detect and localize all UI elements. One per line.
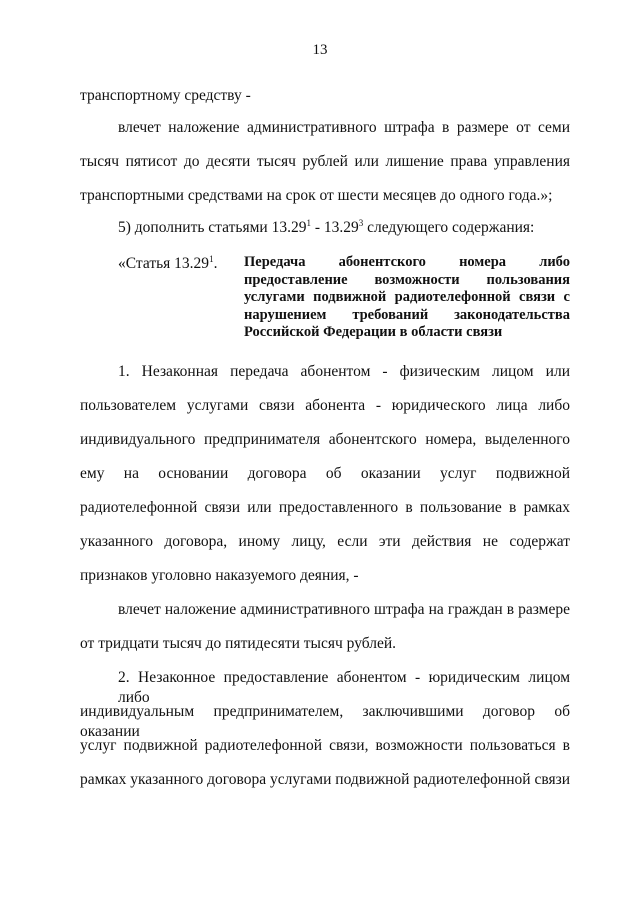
text-line: влечет наложение административного штрафа на граждан в размере <box>118 601 570 618</box>
text-line: 2. Незаконное предоставление абонентом - юридическим лицом либо <box>118 669 570 706</box>
text-line: индивидуальным предпринимателем, заключившими договор об оказании <box>80 703 570 740</box>
superscript: 1 <box>306 218 311 228</box>
article-title-line: Передача абонентского номера либо <box>244 254 570 270</box>
text-line: 1. Незаконная передача абонентом - физическим лицом или <box>118 363 570 380</box>
amendment-text: следующего содержания: <box>363 219 535 236</box>
article-label-end: . <box>213 255 218 272</box>
text-line: признаков уголовно наказуемого деяния, - <box>80 567 359 584</box>
superscript: 1 <box>209 254 214 264</box>
text-line: влечет наложение административного штрафа в размере от семи <box>118 119 570 136</box>
text-line: радиотелефонной связи или предоставленного в пользование в рамках <box>80 499 570 516</box>
article-title-line: нарушением требований законодательства <box>244 306 570 323</box>
article-title-line: услугами подвижной радиотелефонной связи с <box>244 289 570 305</box>
amendment-line <box>118 218 570 238</box>
text-line: индивидуального предпринимателя абонентского номера, выделенного <box>80 431 570 448</box>
article-title-line: предоставление возможности пользования <box>244 271 570 288</box>
article-title-line: Российской Федерации в области связи <box>244 324 503 340</box>
article-label <box>118 254 217 274</box>
superscript: 3 <box>358 218 364 228</box>
article-title <box>244 254 570 342</box>
amendment-text: - 13.29 <box>310 219 359 236</box>
amendment-text: 5) дополнить статьями 13.29 <box>118 219 307 236</box>
text-line: услуг подвижной радиотелефонной связи, возможности пользоваться в <box>80 737 570 754</box>
page-number: 13 <box>312 42 328 58</box>
text-line: пользователем услугами связи абонента - юридического лица либо <box>80 397 570 414</box>
text-line: транспортному средству - <box>80 87 251 104</box>
text-line: ему на основании договора об оказании услуг подвижной <box>80 465 570 482</box>
text-line: от тридцати тысяч до пятидесяти тысяч рублей. <box>80 635 397 652</box>
text-line: тысяч пятисот до десяти тысяч рублей или лишение права управления <box>80 153 570 170</box>
text-line: рамках указанного договора услугами подвижной радиотелефонной связи <box>80 771 570 788</box>
article-label-text: «Статья 13.29 <box>118 255 210 272</box>
text-line: указанного договора, иному лицу, если эти действия не содержат <box>80 533 570 550</box>
text-line: транспортными средствами на срок от шести месяцев до одного года.»; <box>80 187 553 204</box>
